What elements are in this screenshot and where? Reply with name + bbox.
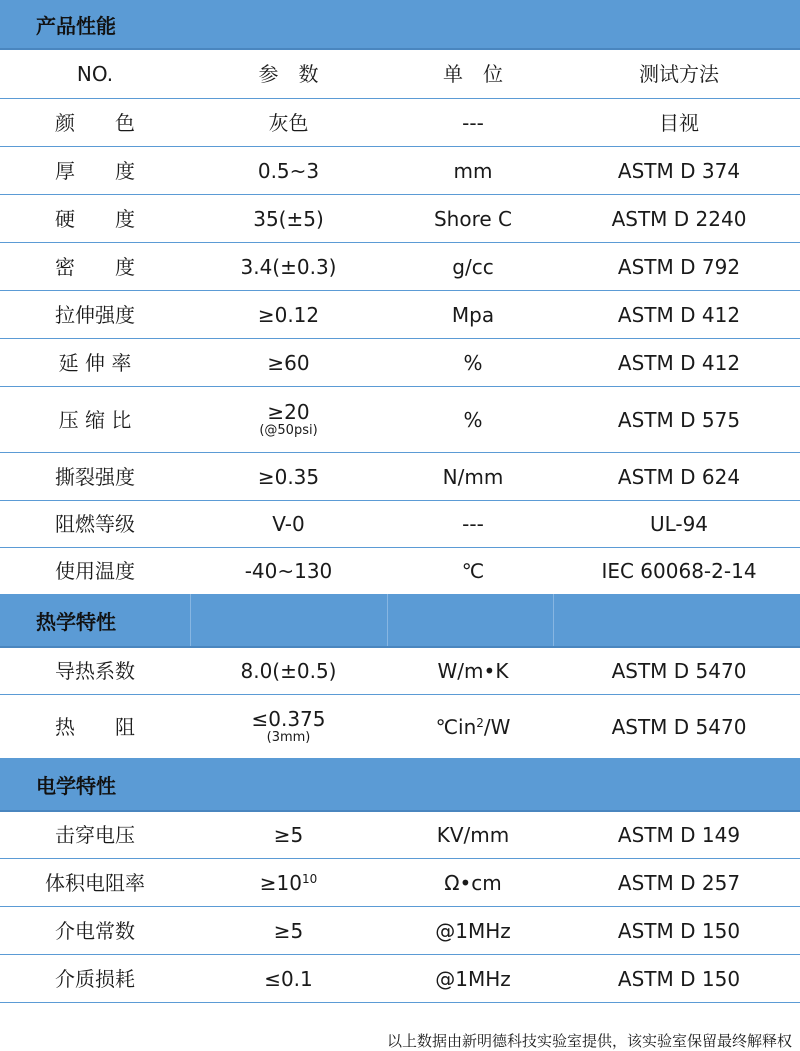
table-row <box>0 99 800 147</box>
property-unit: @1MHz <box>435 966 511 991</box>
value-main: ≥10 <box>259 870 302 895</box>
property-unit: ℃ <box>461 559 485 583</box>
property-name: 厚 度 <box>55 158 135 183</box>
column-header-method: 测试方法 <box>639 62 719 86</box>
table-row <box>0 195 800 243</box>
table-row <box>0 147 800 195</box>
table-row <box>0 243 800 291</box>
table-row <box>0 955 800 1003</box>
table-row <box>0 695 800 758</box>
property-unit <box>387 695 559 758</box>
table-row <box>0 907 800 955</box>
section-title: 产品性能 <box>36 13 116 38</box>
property-value: ≥0.35 <box>257 464 320 489</box>
table-row <box>0 548 800 594</box>
property-value: ≥5 <box>273 823 304 847</box>
property-method: ASTM D 412 <box>617 302 741 327</box>
property-value: 8.0(±0.5) <box>240 659 337 683</box>
table-row <box>0 453 800 501</box>
section-header-product <box>0 0 800 50</box>
property-value: V-0 <box>272 512 305 536</box>
property-value-cell <box>190 387 387 452</box>
property-name: 延 伸 率 <box>58 350 132 375</box>
property-name: 使用温度 <box>55 559 135 583</box>
property-unit: W/m•K <box>437 659 509 683</box>
property-unit: N/mm <box>442 464 504 489</box>
property-unit: KV/mm <box>436 823 510 847</box>
property-value-note: (@50psi) <box>259 422 318 438</box>
property-unit: Mpa <box>451 302 495 327</box>
property-value: ≥0.12 <box>257 302 320 327</box>
property-unit: % <box>463 407 483 432</box>
unit-superscript: 2 <box>476 715 484 730</box>
property-method: IEC 60068-2-14 <box>601 559 757 583</box>
footer-note: 以上数据由新明德科技实验室提供，该实验室保留最终解释权 <box>386 1032 792 1050</box>
unit-main: ℃in <box>435 714 477 739</box>
property-method: ASTM D 2240 <box>611 206 747 231</box>
property-value: ≤0.375 <box>251 706 326 731</box>
property-method: ASTM D 150 <box>617 966 741 991</box>
property-value: ≥20 <box>267 399 310 424</box>
property-method: ASTM D 792 <box>617 254 741 279</box>
property-value <box>190 859 387 906</box>
property-unit: mm <box>453 158 493 183</box>
property-value: ≥5 <box>273 918 304 943</box>
property-value: -40~130 <box>244 559 333 583</box>
property-name: 介电常数 <box>55 918 135 943</box>
property-method: ASTM D 5470 <box>611 714 747 739</box>
property-name: 阻燃等级 <box>55 512 135 536</box>
property-method: ASTM D 257 <box>617 870 741 895</box>
property-unit: g/cc <box>452 254 494 279</box>
property-method: ASTM D 412 <box>617 350 741 375</box>
property-name: 体积电阻率 <box>45 870 145 895</box>
table-row <box>0 387 800 453</box>
property-method: 目视 <box>659 110 699 135</box>
section-header-thermal <box>0 594 800 648</box>
property-unit: --- <box>462 110 484 135</box>
property-value-cell <box>190 695 387 758</box>
property-unit: % <box>463 350 483 375</box>
property-name: 颜 色 <box>55 110 135 135</box>
property-unit: --- <box>462 512 484 536</box>
property-method: ASTM D 5470 <box>611 659 747 683</box>
property-name: 硬 度 <box>55 206 135 231</box>
property-value: 灰色 <box>268 110 309 135</box>
property-name: 介质损耗 <box>55 966 135 991</box>
property-value: 0.5~3 <box>257 158 320 183</box>
table-row <box>0 812 800 859</box>
column-header-no: NO. <box>76 62 114 86</box>
column-header-param: 参 数 <box>258 62 319 86</box>
section-header-electrical <box>0 758 800 812</box>
property-name: 热 阻 <box>55 714 135 739</box>
column-header-unit: 单 位 <box>443 62 503 86</box>
property-unit: Shore C <box>433 206 513 231</box>
property-value-note: (3mm) <box>266 729 311 745</box>
property-value: 35(±5) <box>253 206 324 231</box>
property-value: 3.4(±0.3) <box>240 254 337 279</box>
property-name: 击穿电压 <box>55 823 135 847</box>
property-value: ≥60 <box>267 350 310 375</box>
property-unit: @1MHz <box>435 918 511 943</box>
property-method: UL-94 <box>649 512 709 536</box>
table-row <box>0 859 800 907</box>
property-name: 导热系数 <box>55 659 135 683</box>
property-method: ASTM D 575 <box>617 407 741 432</box>
section-title: 热学特性 <box>36 609 116 634</box>
property-name: 拉伸强度 <box>55 302 135 327</box>
property-value: ≤0.1 <box>264 966 313 991</box>
property-method: ASTM D 149 <box>617 823 741 847</box>
property-method: ASTM D 150 <box>617 918 741 943</box>
table-row <box>0 291 800 339</box>
unit-tail: /W <box>483 714 511 739</box>
column-divider <box>387 594 388 646</box>
table-row <box>0 648 800 695</box>
property-name: 撕裂强度 <box>55 464 135 489</box>
column-divider <box>553 594 554 646</box>
column-header-row <box>0 50 800 99</box>
section-title: 电学特性 <box>36 773 116 798</box>
value-superscript: 10 <box>301 871 318 886</box>
column-divider <box>190 594 191 646</box>
property-unit: Ω•cm <box>444 870 502 895</box>
property-name: 密 度 <box>55 254 135 279</box>
property-method: ASTM D 374 <box>617 158 741 183</box>
property-method: ASTM D 624 <box>617 464 741 489</box>
table-row <box>0 501 800 548</box>
table-row <box>0 339 800 387</box>
property-name: 压 缩 比 <box>58 407 132 432</box>
